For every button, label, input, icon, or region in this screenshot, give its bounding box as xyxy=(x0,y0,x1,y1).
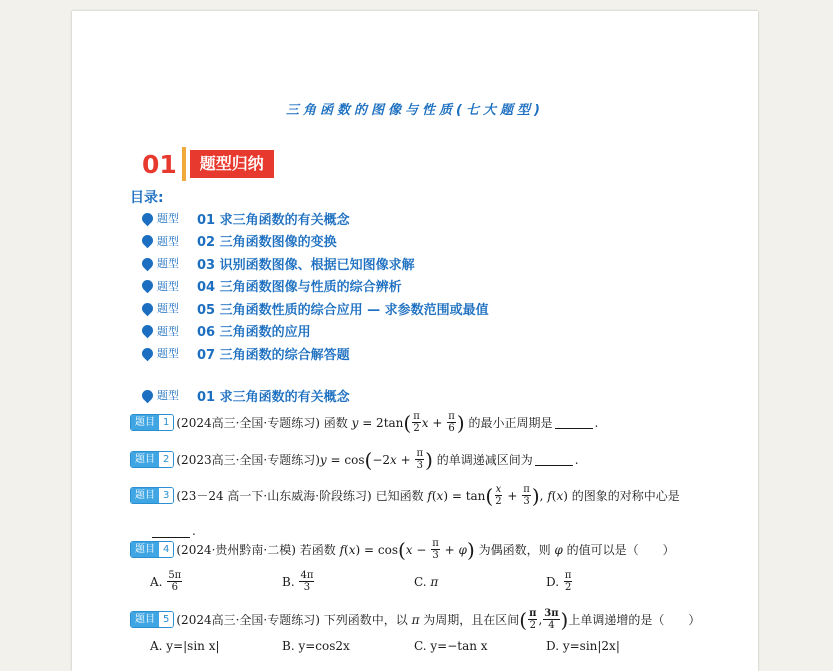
question-badge xyxy=(130,451,174,468)
toc-title: 目录: xyxy=(130,190,164,206)
q4-option-c[interactable]: C. π xyxy=(414,575,439,589)
toc-text: 07 三角函数的综合解答题 xyxy=(197,347,350,363)
document-page xyxy=(72,11,758,671)
toc-tag: 题型 xyxy=(157,279,179,293)
badge-label: 题目 xyxy=(131,452,159,467)
question-5: 题目 5 (2024高三·全国·专题练习) 下列函数中，以 π 为周期，且在区间 ( $\frac{\pi}{2}$ , $\frac{3\pi}{4}$ ) 上单调递增的是（ ） xyxy=(130,608,700,631)
q4-option-d[interactable]: D. $\frac{\pi}{2}$ xyxy=(546,570,572,593)
toc-tag: 题型 xyxy=(157,302,179,316)
q5-option-c[interactable]: C. y=−tan x xyxy=(414,639,488,653)
badge-label: 题目 xyxy=(131,488,159,503)
option-letter: D. xyxy=(546,574,560,589)
toc-item-3[interactable] xyxy=(142,252,489,275)
badge-number: 1 xyxy=(159,415,173,430)
question-text-post: 的图象的对称中心是 xyxy=(571,489,680,503)
q5-option-b[interactable]: B. y=cos2x xyxy=(282,639,350,653)
question-badge xyxy=(130,414,174,431)
question-4: 题目 4 (2024·贵州黔南·二模) 若函数 f ( x ) = cos ( x − $\frac{\pi}{3}$ + φ ) 为偶函数，则 φ 的值可以是（ ） xyxy=(130,538,675,561)
question-text-post2: 的值可以是（ ） xyxy=(566,543,675,557)
option-letter: B. xyxy=(282,574,295,589)
badge-number: 3 xyxy=(159,488,173,503)
answer-blank[interactable] xyxy=(535,453,573,466)
formula: f ( x ) = tan ( $\frac{x}{2}$ + $\frac{\pi}{3}$ ) , f ( x ) xyxy=(427,483,572,508)
toc-item-2[interactable] xyxy=(142,230,489,253)
toc-tag: 题型 xyxy=(157,257,179,271)
exercise-heading-text: 01 求三角函数的有关概念 xyxy=(197,389,350,405)
toc-text: 01 求三角函数的有关概念 xyxy=(197,212,350,228)
toc-text: 02 三角函数图像的变换 xyxy=(197,235,337,251)
toc-text: 04 三角函数图像与性质的综合辨析 xyxy=(197,280,402,296)
toc-text: 03 识别函数图像、根据已知图像求解 xyxy=(197,257,415,273)
toc-item-5[interactable] xyxy=(142,297,489,320)
question-1: 题目 1 (2024高三·全国·专题练习) 函数 y = 2tan ( $\frac{\pi}{2}$ x + $\frac{\pi}{6}$ ) 的最小正周期是 . xyxy=(130,411,598,434)
question-text-post: 为偶函数，则 xyxy=(478,543,551,557)
q4-option-a[interactable]: A. $\frac{5\pi}{6}$ xyxy=(150,570,182,593)
question-source: (2024高三·全国·专题练习) xyxy=(176,613,320,627)
location-pin-icon xyxy=(140,387,156,403)
formula: f ( x ) = cos ( x − $\frac{\pi}{3}$ + φ ) xyxy=(339,537,475,562)
question-text-mid: 为周期，且在区间 xyxy=(423,613,520,627)
question-source: (2024·贵州黔南·二模) xyxy=(176,543,296,557)
toc-list xyxy=(142,207,489,365)
question-badge xyxy=(130,611,174,628)
answer-blank[interactable] xyxy=(555,416,593,429)
badge-label: 题目 xyxy=(131,542,159,557)
exercise-heading xyxy=(142,384,350,407)
question-3 xyxy=(130,484,680,507)
question-text-pre: 函数 xyxy=(323,416,348,430)
answer-blank[interactable] xyxy=(152,525,190,538)
badge-number: 4 xyxy=(159,542,173,557)
exercise-tag: 题型 xyxy=(157,389,179,403)
option-letter: A. xyxy=(150,574,163,589)
toc-item-6[interactable] xyxy=(142,320,489,343)
question-badge xyxy=(130,487,174,504)
section-label: 题型归纳 xyxy=(190,150,274,178)
badge-label: 题目 xyxy=(131,612,159,627)
badge-number: 2 xyxy=(159,452,173,467)
q5-option-d[interactable]: D. y=sin|2x| xyxy=(546,639,620,653)
toc-tag: 题型 xyxy=(157,347,179,361)
question-source: (2023高三·全国·专题练习) xyxy=(176,453,320,467)
question-text-pre: 若函数 xyxy=(299,543,336,557)
toc-tag: 题型 xyxy=(157,234,179,248)
location-pin-icon xyxy=(140,323,156,339)
question-text-post: 的单调递减区间为 xyxy=(436,453,533,467)
toc-tag: 题型 xyxy=(157,324,179,338)
toc-tag: 题型 xyxy=(157,212,179,226)
section-header xyxy=(142,147,274,181)
location-pin-icon xyxy=(140,255,156,271)
q4-option-b[interactable]: B. $\frac{4\pi}{3}$ xyxy=(282,570,314,593)
toc-text: 06 三角函数的应用 xyxy=(197,325,311,341)
question-3-answer-line: . xyxy=(150,524,196,538)
location-pin-icon xyxy=(140,233,156,249)
location-pin-icon xyxy=(140,210,156,226)
section-accent-bar xyxy=(182,147,186,181)
toc-text: 05 三角函数性质的综合应用 — 求参数范围或最值 xyxy=(197,302,489,318)
formula: y = 2tan ( $\frac{\pi}{2}$ x + $\frac{\pi}{6}$ ) xyxy=(351,410,465,435)
location-pin-icon xyxy=(140,278,156,294)
q5-option-a[interactable]: A. y=|sin x| xyxy=(150,639,220,653)
badge-label: 题目 xyxy=(131,415,159,430)
question-text-post: 的最小正周期是 xyxy=(468,416,553,430)
document-title: 三角函数的图像与性质(七大题型) xyxy=(286,103,544,118)
location-pin-icon xyxy=(140,345,156,361)
question-text-pre: 下列函数中，以 xyxy=(323,613,408,627)
question-badge xyxy=(130,541,174,558)
formula: ( $\frac{\pi}{2}$ , $\frac{3\pi}{4}$ ) xyxy=(519,607,569,632)
question-2: 题目 2 (2023高三·全国·专题练习) y = cos ( −2 x + $\frac{\pi}{3}$ ) 的单调递减区间为 . xyxy=(130,448,579,471)
badge-number: 5 xyxy=(159,612,173,627)
toc-item-7[interactable] xyxy=(142,342,489,365)
toc-item-4[interactable] xyxy=(142,275,489,298)
section-number: 01 xyxy=(142,149,177,179)
option-letter: C. xyxy=(414,575,427,589)
formula: y = cos ( −2 x + $\frac{\pi}{3}$ ) xyxy=(319,447,433,472)
toc-item-1[interactable] xyxy=(142,207,489,230)
question-text-pre: 已知函数 xyxy=(375,489,424,503)
location-pin-icon xyxy=(140,300,156,316)
question-source: (2024高三·全国·专题练习) xyxy=(176,416,320,430)
question-source: (23－24 高一下·山东威海·阶段练习) xyxy=(176,489,372,503)
question-text-post: 上单调递增的是（ ） xyxy=(568,613,701,627)
